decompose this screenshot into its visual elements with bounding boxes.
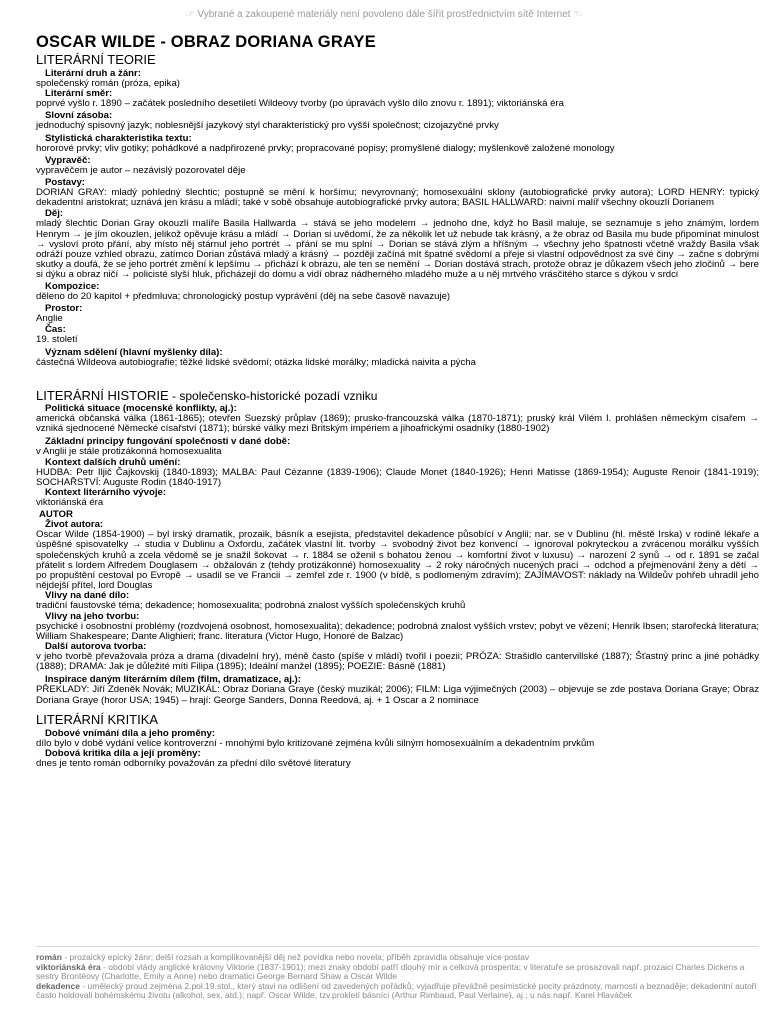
- glossary-viktorianska: [36, 963, 759, 982]
- text-zasoba: jednoduchý spisovný jazyk; noblesnější jazykový styl charakteristický pro vyšší společnost; cizojazyčné prvky: [36, 120, 499, 132]
- text-vlivy-tvorbu: psychické i osobnostní problémy (rozdvojená osobnost, homosexualita); dekadence; podrobná znalost vyšších vrstev; pobyt ve vězení; Henrik Ibsen; starořecká literatura; William Shakespeare; Dante Alighieri; franc. literatura (Victor Hugo, Honoré de Balzac): [36, 620, 759, 642]
- text-dalsi: v jeho tvorbě převažovala próza a drama (divadelní hry), méně často (spíše v mládí) tvořil i poezii; PRÓZA: Strašidlo cantervillské (1887); Šťastný princ a jiné pohádky (1888); DRAMA: Jak je důležité míti Filipa (1895); Ideální manžel (1895); POEZIE: Básně (1881): [36, 651, 759, 673]
- label-zasoba: Slovní zásoba:: [45, 110, 113, 122]
- text-principy: v Anglii je stále protizákonná homosexualita: [36, 446, 222, 458]
- text-vyznam: částečná Wildeova autobiografie; těžké lidské svědomí; otázka lidské morálky; mladická naivita a pýcha: [36, 357, 476, 369]
- text-inspirace: PŘEKLADY: Jiří Zdeněk Novák; MUZIKÁL: Obraz Doriana Graye (český muzikál; 2006); FILM: Liga výjimečných (2003) – objevuje se zde postava Doriana Graye; Obraz Doriana Graye (horor USA; 1945) – hrají: George Sanders, Donna Reedová, aj. + 1 Oscar a 2 nominace: [36, 684, 759, 706]
- text-dobove: dílo bylo v době vydání velice kontroverzní - mnohými bylo kritizované zejména kvůli silným homosexuálním a dekadentním prvkům: [36, 738, 595, 749]
- section-teorie: [36, 53, 759, 368]
- label-inspirace: Inspirace daným literárním dílem (film, dramatizace, aj.):: [45, 674, 301, 686]
- label-politicka: Politická situace (mocenské konflikty, aj.):: [45, 403, 237, 414]
- section-heading-teorie: LITERÁRNÍ TEORIE: [36, 52, 156, 67]
- section-heading-historie: [36, 389, 759, 403]
- glossary-definition: - prozaický epický žánr; delší rozsah a komplikovanější děj než povídka nebo novela; příběh zpravidla obsahuje více postav: [61, 952, 530, 962]
- glossary-footer: [36, 946, 759, 1001]
- section-heading-kritika: LITERÁRNÍ KRITIKA: [36, 712, 159, 727]
- label-postavy: Postavy:: [45, 177, 85, 189]
- label-styl: Stylistická charakteristika textu:: [45, 132, 192, 144]
- label-kontext-lit: Kontext literárního vývoje:: [45, 487, 167, 499]
- label-dej: Děj:: [45, 208, 64, 220]
- glossary-definition: - umělecký proud zejména 2.pol.19.stol., který stavi na odlišení od zavedených pořádků; vyjadřuje převážně pesimistické pocity prázdnoty, marnosti a beznaděje; dekadentní autoři často holdovali bohémskému životu (alkohol, sex, atd.); např. Oscar Wilde, tzv.prokletí básníci (Arthur Rimbaud, Paul Verlaine), aj.; u nás např. Karel Hlaváček: [36, 980, 757, 1000]
- glossary-term: román: [36, 952, 62, 962]
- text-kompozice: děleno do 20 kapitol + předmluva; chronologický postup vyprávění (děj na sebe časově navazuje): [36, 290, 451, 302]
- label-kompozice: Kompozice:: [45, 280, 100, 292]
- label-kontext-druhu: Kontext dalších druhů umění:: [45, 456, 181, 468]
- text-postavy: DORIAN GRAY: mladý pohledný šlechtic; postupně se mění k horšímu; nevyrovnaný; homosexuální sklony (autobiografické prvky autora); LORD HENRY: typický dekadentní aristokrat; uznává jen krásu a mládí; také v sobě obsahuje autobiografické prvky autora; BASIL HALLWARD: naivní malíř všechny okouzlí Dorianem: [36, 187, 759, 209]
- label-vlivy-tvorbu: Vlivy na jeho tvorbu:: [45, 610, 140, 622]
- glossary-term: viktoriánská éra: [36, 961, 101, 972]
- text-dej: mladý šlechtic Dorian Gray okouzlí malíře Basila Hallwarda → stává se jeho modelem → jednoho dne, když ho Basil maluje, se seznamuje s jeho známým, lordem Henrym → je jím okouzlen, jelikož opěvuje krásu a mládí → Dorian si uvědomí, že za několik let už nebude tak krásný, a že obraz od Basila mu bude připomínat minulost → vysloví proto přání, aby místo něj stárnul jeho portrét → přání se mu splní → Dorian se stává zlým a hříšným → všechny jeho špatnosti včetně vraždy Basila však odráží pouze vzhled obrazu, zatímco Dorian zůstává mladý a krásný → později začíná mít špatné svědomí a přeje si vlastní odpovědnost za své činy → začne s dobrými skutky a doufá, že se jeho portrét změní k lepšímu → přichází k obrazu, ale ten se nemění → Dorian dostává strach, protože obraz je důkazem všech jeho zločinů → bere si dýku a obraz ničí → policisté slyší hluk, přicházejí do domu a vidí obraz nádherného mladého muže a u něj mrtvého vrásčitého starce s dýkou v srdci: [36, 218, 759, 281]
- text-cas: 19. století: [36, 334, 78, 346]
- text-vlivy-dilo: tradiční faustovské téma; dekadence; homosexualita; podrobná znalost vyšších společenských kruhů: [36, 600, 466, 612]
- label-principy: Základní principy fungování společnosti v dané době:: [45, 436, 291, 448]
- glossary-dekadence: [36, 982, 759, 1001]
- label-dobove: Dobové vnímání díla a jeho proměny:: [45, 728, 216, 739]
- distribution-notice: [0, 9, 768, 20]
- text-kontext-lit: viktoriánská éra: [36, 497, 104, 509]
- text-druh: společenský román (próza, epika): [36, 78, 180, 89]
- label-vyznam: Význam sdělení (hlavní myšlenky díla):: [45, 347, 223, 359]
- label-druh: Literární druh a žánr:: [45, 68, 141, 79]
- document-title: OSCAR WILDE - OBRAZ DORIANA GRAYE: [36, 33, 376, 51]
- text-prostor: Anglie: [36, 312, 63, 324]
- glossary-term: dekadence: [36, 980, 80, 991]
- label-vypravec: Vypravěč:: [45, 154, 91, 166]
- pointing-hand-right-icon: ☞: [185, 9, 195, 20]
- glossary-definition: - období vlády anglické královny Viktorie (1837-1901); mezi znaky období patří dlouhý mír a celková prosperita; v literatuře se prosazovali např. prozaici Charles Dickens a sestry Brontëovy (Charlotte, Emily a Anne) nebo dramatici George Bernard Shaw a Oscar Wilde: [36, 961, 745, 981]
- text-politicka: americká občanská válka (1861-1865); otevřen Suezský průplav (1869); prusko-francouzská válka (1870-1871); pruský král Vilém I. prohlášen německým císařem → vzniká sjednocené Německé císařství (1871); búrské války mezi Britským impériem a jihoafrickými osadníky (1880-1902): [36, 413, 759, 435]
- label-cas: Čas:: [45, 324, 66, 336]
- text-styl: hororové prvky; vliv gotiky; pohádkové a nadpřirozené prvky; propracované popisy; promyšlené dialogy; myšlenkově založené monology: [36, 142, 615, 154]
- text-kontext-druhu: HUDBA: Petr Iljič Čajkovskij (1840-1893); MALBA: Paul Cézanne (1839-1906); Claude Monet (1840-1926); Henri Matisse (1869-1954); Auguste Renoir (1841-1919); SOCHAŘSTVÍ: Auguste Rodin (1840-1917): [36, 466, 759, 488]
- historie-subheading: - společensko-historické pozadí vzniku: [168, 389, 378, 403]
- label-prostor: Prostor:: [45, 302, 83, 314]
- text-kritika: dnes je tento román odborníky považován za přední dílo světové literatury: [36, 758, 351, 770]
- label-smer: Literární směr:: [45, 88, 113, 100]
- section-historie: [36, 389, 759, 706]
- label-kritika: Dobová kritika díla a její proměny:: [45, 748, 201, 760]
- text-smer: poprvé vyšlo r. 1890 – začátek posledního desetiletí Wildeovy tvorby (po úpravách vyšlo dílo znovu r. 1891); viktoriánská éra: [36, 98, 564, 110]
- notice-text: Vybrané a zakoupené materiály není povoleno dále šířit prostřednictvím sítě Internet: [197, 9, 571, 20]
- label-vlivy-dilo: Vlivy na dané dílo:: [45, 590, 130, 602]
- historie-heading-text: LITERÁRNÍ HISTORIE: [36, 388, 169, 403]
- section-kritika: [36, 713, 759, 769]
- text-zivot: Oscar Wilde (1854-1900) – byl irský dramatik, prozaik, básník a esejista, představitel dekadence působící v Anglii; nar. se v Dublinu (hl. městě Irska) v rodině lékaře a úspěšné spisovatelky → studia v Dublinu a Oxfordu, začátek vlastní lit. tvorby → svobodný život bez konvencí → ignoroval pokryteckou a zvrácenou morálku vyšších společenských kruhů a zcela vědomě se je snažil šokovat → r. 1884 se oženil s bohatou ženou → komfortní život v luxusu) → narození 2 synů → od r. 1891 se začal přátelit s lordem Alfredem Douglasem → obžalován z (tehdy protizákonné) homosexuality → 2 roky náročných nucených prací → odchod a přejmenování ženy a dětí → po propuštění cestoval po Evropě → usadil se ve Francii → zemřel zde r. 1900 (v bídě, s podlomeným zdravím); ZAJÍMAVOST: náklady na Wildeův pohřeb uhradil jeho nějdejší přítel, lord Douglas: [36, 529, 759, 592]
- text-vypravec: vypravěčem je autor – nezávislý pozorovatel děje: [36, 164, 246, 176]
- label-dalsi: Další autorova tvorba:: [45, 641, 147, 653]
- pointing-hand-left-icon: ☜: [573, 9, 583, 20]
- label-zivot: Život autora:: [45, 519, 104, 531]
- label-autor: AUTOR: [39, 509, 73, 521]
